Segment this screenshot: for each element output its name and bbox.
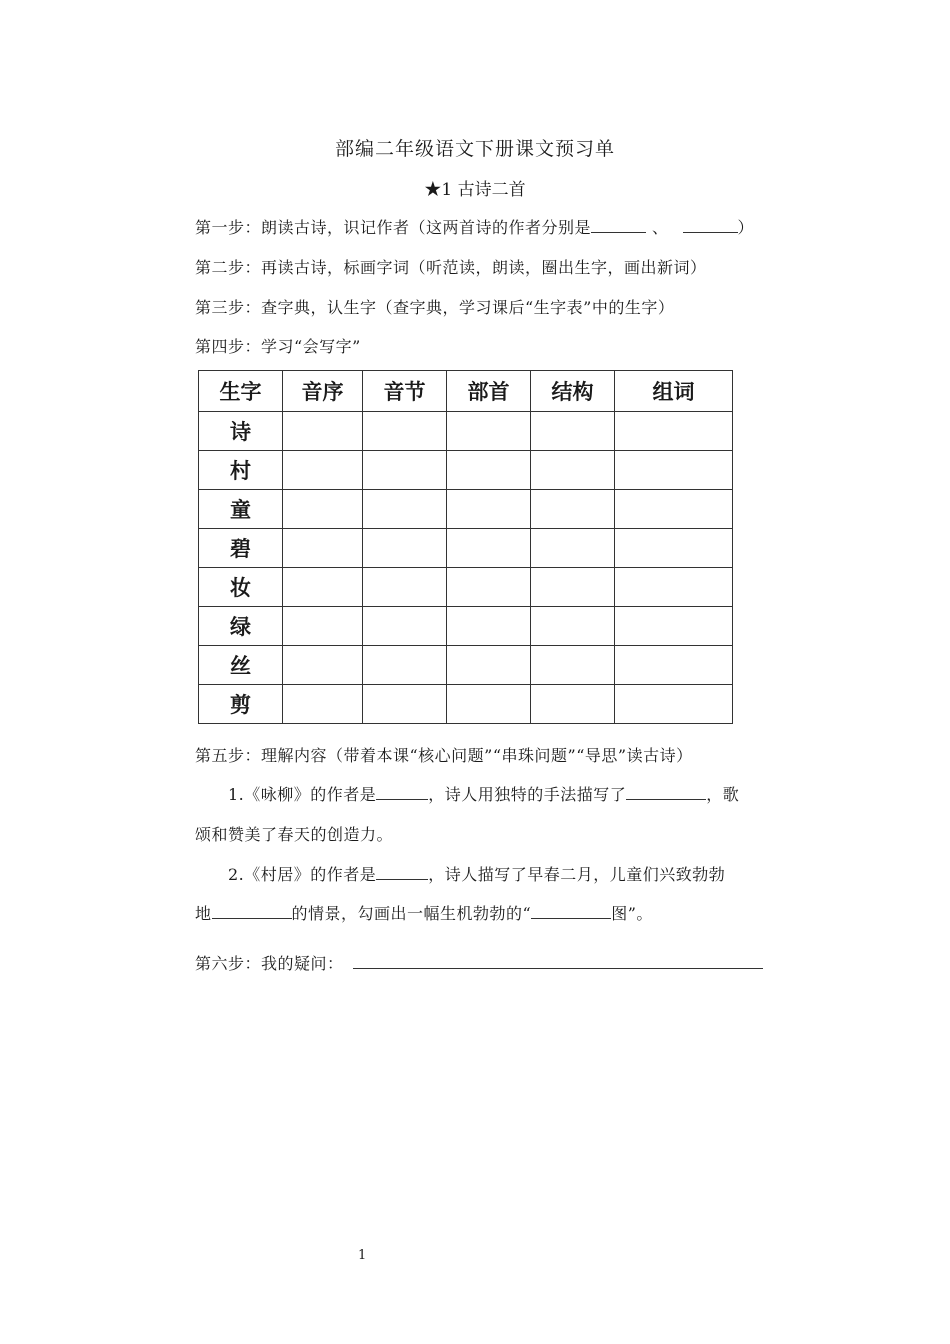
answer-cell[interactable] [447,451,531,490]
q2-text-2: ，诗人描写了早春二月，儿童们兴致勃勃 [428,865,726,884]
character-cell: 村 [199,451,283,490]
answer-cell[interactable] [531,412,615,451]
page-number: 1 [358,1248,367,1263]
answer-cell[interactable] [363,490,447,529]
character-cell: 剪 [199,685,283,724]
answer-cell[interactable] [363,646,447,685]
answer-cell[interactable] [531,607,615,646]
author-blank-2[interactable] [683,231,738,233]
q1-text-1: 1.《咏柳》的作者是 [228,785,377,804]
answer-cell[interactable] [447,607,531,646]
header-cell: 生字 [199,371,283,412]
table-row [199,490,733,529]
answer-cell[interactable] [283,529,363,568]
answer-cell[interactable] [363,685,447,724]
character-cell: 童 [199,490,283,529]
answer-cell[interactable] [363,451,447,490]
q1-author-blank[interactable] [376,798,428,800]
question-2 [228,862,725,885]
table-row [199,412,733,451]
q2-text-3: 地 [195,904,212,923]
lesson-title: ★1 古诗二首 [424,180,526,200]
step-6-label: 第六步：我的疑问： [195,954,344,973]
answer-cell[interactable] [447,646,531,685]
character-cell: 绿 [199,607,283,646]
answer-cell[interactable] [363,529,447,568]
answer-cell[interactable] [283,490,363,529]
answer-cell[interactable] [531,646,615,685]
author-blank-1[interactable] [591,231,646,233]
answer-cell[interactable] [283,685,363,724]
character-cell: 妆 [199,568,283,607]
answer-cell[interactable] [615,685,733,724]
header-cell: 音序 [283,371,363,412]
answer-cell[interactable] [615,451,733,490]
answer-cell[interactable] [615,490,733,529]
table-header-row [199,371,733,412]
answer-cell[interactable] [283,568,363,607]
answer-cell[interactable] [531,568,615,607]
answer-cell[interactable] [363,568,447,607]
step-1 [195,215,754,238]
q1-text-3: ，歌 [706,785,740,804]
answer-cell[interactable] [447,412,531,451]
character-cell: 诗 [199,412,283,451]
character-cell: 碧 [199,529,283,568]
answer-cell[interactable] [363,607,447,646]
answer-cell[interactable] [283,607,363,646]
step-1-separator: 、 [652,218,669,237]
q2-scene-blank[interactable] [212,917,292,919]
answer-cell[interactable] [447,490,531,529]
question-answer-line[interactable] [353,968,763,969]
table-row [199,568,733,607]
question-1-line-2: 颂和赞美了春天的创造力。 [195,825,394,844]
answer-cell[interactable] [447,529,531,568]
q2-text-4: 的情景，勾画出一幅生机勃勃的“ [291,904,532,923]
step-2: 第二步：再读古诗，标画字词（听范读，朗读，圈出生字，画出新词） [195,258,707,277]
answer-cell[interactable] [447,568,531,607]
page-title: 部编二年级语文下册课文预习单 [334,138,615,160]
table-row [199,607,733,646]
answer-cell[interactable] [283,412,363,451]
answer-cell[interactable] [531,529,615,568]
table-row [199,685,733,724]
q1-content-blank[interactable] [626,798,706,800]
answer-cell[interactable] [447,685,531,724]
answer-cell[interactable] [363,412,447,451]
answer-cell[interactable] [615,646,733,685]
q1-text-2: ，诗人用独特的手法描写了 [428,785,627,804]
step-1-close: ） [737,218,755,237]
header-cell: 部首 [447,371,531,412]
question-1 [228,782,739,805]
answer-cell[interactable] [615,529,733,568]
answer-cell[interactable] [615,607,733,646]
step-1-text: 第一步：朗读古诗，识记作者（这两首诗的作者分别是 [195,218,592,237]
character-table [198,370,733,724]
answer-cell[interactable] [531,451,615,490]
q2-picture-blank[interactable] [531,917,611,919]
header-cell: 结构 [531,371,615,412]
answer-cell[interactable] [283,646,363,685]
table-row [199,646,733,685]
step-5: 第五步：理解内容（带着本课“核心问题”“串珠问题”“导思”读古诗） [195,746,693,765]
character-cell: 丝 [199,646,283,685]
step-4: 第四步：学习“会写字” [195,337,361,356]
table-row [199,451,733,490]
header-cell: 组词 [615,371,733,412]
q2-text-5: 图”。 [611,904,653,923]
table-row [199,529,733,568]
answer-cell[interactable] [615,568,733,607]
answer-cell[interactable] [283,451,363,490]
q2-text-1: 2.《村居》的作者是 [228,865,377,884]
step-3: 第三步：查字典，认生字（查字典，学习课后“生字表”中的生字） [195,298,675,317]
answer-cell[interactable] [531,490,615,529]
q2-author-blank[interactable] [376,878,428,880]
answer-cell[interactable] [531,685,615,724]
header-cell: 音节 [363,371,447,412]
question-2-line-2 [195,901,653,924]
answer-cell[interactable] [615,412,733,451]
